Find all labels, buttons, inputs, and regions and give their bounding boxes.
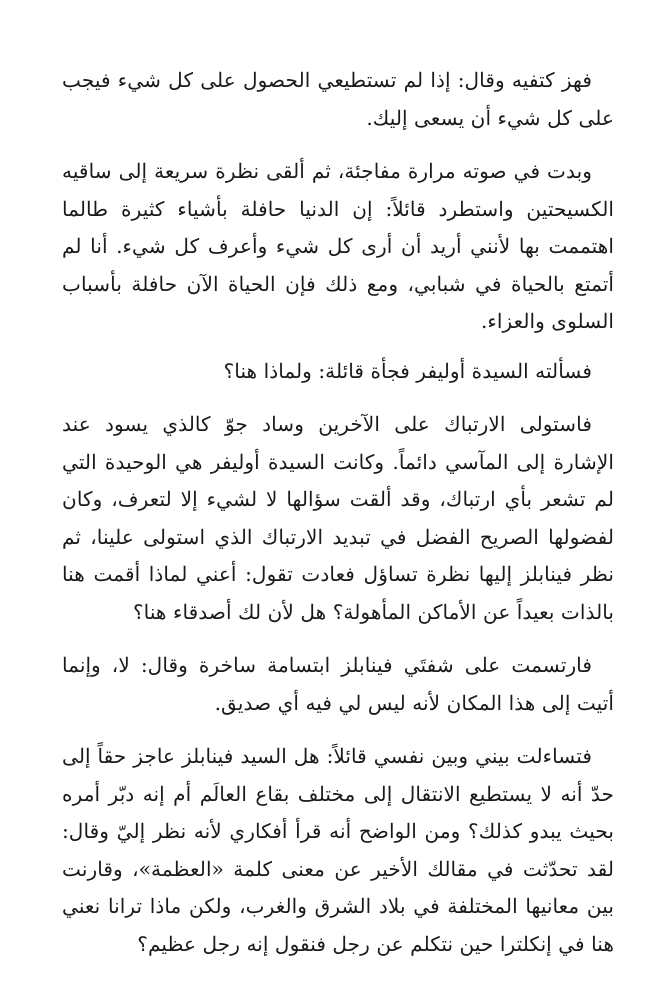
paragraph-6: فتساءلت بيني وبين نفسي قائلاً: هل السيد فينابلز عاجز حقاً إلى حدّ أنه لا يستطيع الانتقال إلى مختلف بقاع العالَم أم إنه دبّر أمره بحيث يبدو كذلك؟ ومن الواضح أنه قرأ أفكاري لأنه نظر إليّ وقال: لقد تحدّثت في مقالك الأخير عن معنى كلمة «العظمة»، وقارنت بين معانيها المختلفة في بلاد الشرق والغرب، ولكن ماذا ترانا نعني هنا في إنكلترا حين نتكلم عن رجل فنقول إنه رجل عظيم؟ [62,744,614,956]
paragraph-2: وبدت في صوته مرارة مفاجئة، ثم ألقى نظرة سريعة إلى ساقيه الكسيحتين واستطرد قائلاً: إن الدنيا حافلة بأشياء كثيرة طالما اهتممت بها لأنني أريد أن أرى كل شيء وأعرف كل شيء. أنا لم أتمتع بالحياة في شبابي، ومع ذلك فإن الحياة الآن حافلة بأسباب السلوى والعزاء. [62,159,614,333]
paragraph-4: فاستولى الارتباك على الآخرين وساد جوّ كالذي يسود عند الإشارة إلى المآسي دائماً. وكانت السيدة أوليفر هي الوحيدة التي لم تشعر بأي ارتباك، وقد ألقت سؤالها لا لشيء إلا لتعرف، وكان لفضولها الصريح الفضل في تبديد الارتباك الذي استولى علينا، ثم نظر فينابلز إليها نظرة تساؤل فعادت تقول: أعني لماذا أقمت هنا بالذات بعيداً عن الأماكن المأهولة؟ هل لأن لك أصدقاء هنا؟ [62,412,614,624]
book-page [62,62,614,963]
paragraph-5: فارتسمت على شفتَي فينابلز ابتسامة ساخرة وقال: لا، وإنما أتيت إلى هذا المكان لأنه ليس لي فيه أي صديق. [62,653,614,715]
paragraph-1: فهز كتفيه وقال: إذا لم تستطيعي الحصول على كل شيء فيجب على كل شيء أن يسعى إليك. [62,68,614,130]
paragraph-3: فسألته السيدة أوليفر فجأة قائلة: ولماذا هنا؟ [223,358,592,383]
